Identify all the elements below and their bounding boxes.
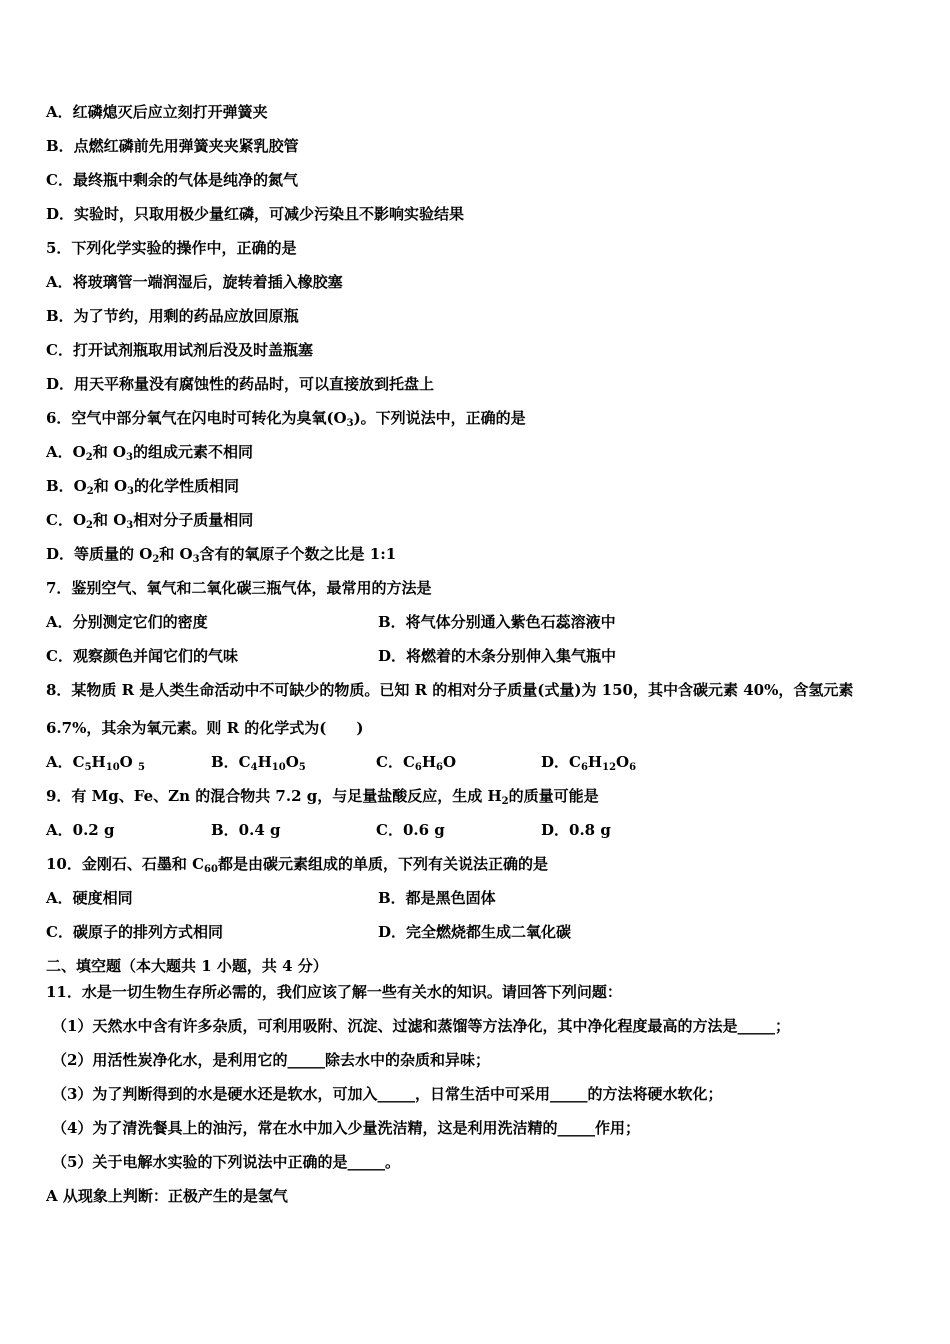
q10-option-c: C．碳原子的排列方式相同	[46, 923, 223, 941]
q6-option-c: C．$O_2$和 $O_3$相对分子质量相同	[46, 511, 254, 531]
q11-option-a: A 从现象上判断：正极产生的是氢气	[46, 1187, 288, 1205]
q4-option-c: C．最终瓶中剩余的气体是纯净的氮气	[46, 171, 298, 189]
q11-part-2: （2）用活性炭净化水，是利用它的_____除去水中的杂质和异味；	[52, 1051, 490, 1069]
q7-option-c: C．观察颜色并闻它们的气味	[46, 647, 238, 665]
q8-option-c: C．$C_6H_6O$	[376, 753, 457, 773]
q6-stem: 6．空气中部分氧气在闪电时可转化为臭氧$(O_3)$。下列说法中，正确的是	[46, 409, 526, 429]
q6-option-a: A．$O_2$和 $O_3$的组成元素不相同	[46, 443, 253, 463]
q6-option-b: B．$O_2$和 $O_3$的化学性质相同	[46, 477, 239, 497]
q8-option-d: D．$C_6H_{12}O_6$	[541, 753, 637, 773]
q8-stem-line1: 8．某物质 R 是人类生命活动中不可缺少的物质。已知 R 的相对分子质量(式量)为 150，其中含碳元素 40%，含氢元素	[46, 681, 854, 699]
q5-option-d: D．用天平称量没有腐蚀性的药品时，可以直接放到托盘上	[46, 375, 435, 393]
q9-option-b: B．0.4 g	[211, 821, 281, 839]
q11-part-4: （4）为了清洗餐具上的油污，常在水中加入少量洗洁精，这是利用洗洁精的_____作用；	[52, 1119, 640, 1137]
q7-stem: 7．鉴别空气、氧气和二氧化碳三瓶气体，最常用的方法是	[46, 579, 432, 597]
q8-option-b: B．$C_4H_{10}O_5$	[211, 753, 306, 773]
q11-part-1: （1）天然水中含有许多杂质，可利用吸附、沉淀、过滤和蒸馏等方法净化，其中净化程度最高的方法是_____；	[52, 1017, 790, 1035]
q5-option-b: B．为了节约，用剩的药品应放回原瓶	[46, 307, 299, 325]
q11-stem: 11．水是一切生物生存所必需的，我们应该了解一些有关水的知识。请回答下列问题：	[46, 983, 622, 1001]
q6-option-d: D．等质量的 $O_2$和 $O_3$含有的氧原子个数之比是 1:1	[46, 545, 397, 565]
q9-option-a: A．0.2 g	[46, 821, 115, 839]
q4-option-b: B．点燃红磷前先用弹簧夹夹紧乳胶管	[46, 137, 299, 155]
q8-stem-line2: 6.7%，其余为氧元素。则 R 的化学式为( )	[46, 719, 364, 737]
q8-option-a: A．$C_5H_{10}O$ $_5$	[46, 753, 145, 773]
q9-stem: 9．有 Mg、Fe、Zn 的混合物共 7.2 g，与足量盐酸反应，生成 $H_2$的质量可能是	[46, 787, 599, 807]
q10-option-d: D．完全燃烧都生成二氧化碳	[378, 923, 572, 941]
q5-option-c: C．打开试剂瓶取用试剂后没及时盖瓶塞	[46, 341, 313, 359]
q10-option-a: A．硬度相同	[46, 889, 133, 907]
q4-option-a: A．红磷熄灭后应立刻打开弹簧夹	[46, 103, 268, 121]
q9-option-d: D．0.8 g	[541, 821, 611, 839]
q7-option-a: A．分别测定它们的密度	[46, 613, 208, 631]
q7-option-b: B．将气体分别通入紫色石蕊溶液中	[378, 613, 616, 631]
q7-option-d: D．将燃着的木条分别伸入集气瓶中	[378, 647, 617, 665]
q11-part-3: （3）为了判断得到的水是硬水还是软水，可加入_____，日常生活中可采用_____的方法将硬水软化；	[52, 1085, 723, 1103]
q9-option-c: C．0.6 g	[376, 821, 445, 839]
q10-stem: 10．金刚石、石墨和 $C_{60}$都是由碳元素组成的单质，下列有关说法正确的是	[46, 855, 548, 875]
q5-option-a: A．将玻璃管一端润湿后，旋转着插入橡胶塞	[46, 273, 343, 291]
q10-option-b: B．都是黑色固体	[378, 889, 496, 907]
q5-stem: 5．下列化学实验的操作中，正确的是	[46, 239, 297, 257]
q4-option-d: D．实验时，只取用极少量红磷，可减少污染且不影响实验结果	[46, 205, 465, 223]
section-heading: 二、填空题（本大题共 1 小题，共 4 分）	[46, 957, 328, 975]
q11-part-5: （5）关于电解水实验的下列说法中正确的是_____。	[52, 1153, 400, 1171]
